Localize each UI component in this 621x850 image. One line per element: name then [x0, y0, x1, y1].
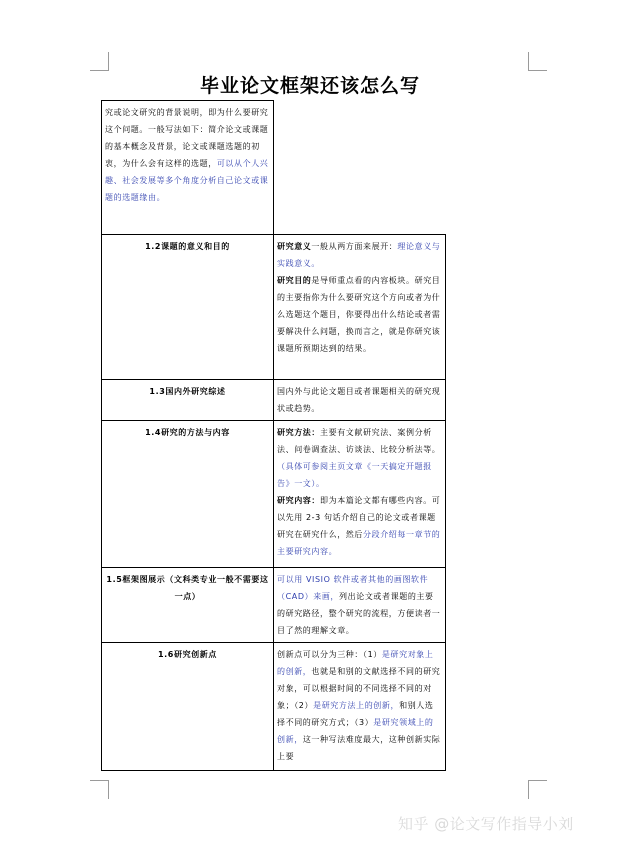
section-content — [274, 380, 446, 421]
body-text: 主要有文献研究法、案例分析法、问卷调查法、访谈法、比较分析法等。 — [277, 428, 441, 454]
page-title: 毕业论文框架还该怎么写 — [199, 75, 420, 97]
emphasis-text: 研究方法： — [277, 428, 320, 437]
emphasis-text: 研究内容： — [277, 496, 320, 505]
empty-cell — [274, 101, 446, 235]
body-text: 国内外与此论文题目或者课题相关的研究现状或趋势。 — [277, 387, 441, 413]
highlight-text: （具体可参阅主页文章《一天搞定开题报告》一文）。 — [277, 462, 432, 488]
body-text: 这一种写法难度最大，这种创新实际上要 — [277, 735, 441, 761]
margin-corner-top-right — [528, 52, 547, 71]
emphasis-text: 研究目的 — [277, 276, 312, 285]
table-row — [102, 568, 446, 643]
body-text: 即为本篇论文都有哪些内容。可以先用 2-3 句话介绍自己的论文或者课题研究在研究什么，然后 — [277, 496, 441, 539]
highlight-text: 是研究方法上的创新， — [313, 701, 400, 710]
table-row — [102, 235, 446, 380]
highlight-text: 可以用 VISIO 软件或者其他的画图软件（CAD）来画， — [277, 575, 429, 601]
margin-corner-top-left — [90, 52, 109, 71]
body-text: 列出论文或者课题的主要的研究路径，整个研究的流程，方便读者一目了然的理解文章。 — [277, 592, 441, 635]
background-text-cell — [102, 101, 274, 235]
section-label: 1.5框架图展示（文科类专业一般不需要这一点） — [102, 568, 274, 643]
table-row — [102, 380, 446, 421]
body-text: 创新点可以分为三种：（1） — [277, 650, 382, 659]
body-text: 一般从两方面来展开： — [311, 242, 398, 251]
emphasis-text: 研究意义 — [277, 242, 312, 251]
section-content — [274, 643, 446, 771]
table-row — [102, 101, 446, 235]
highlight-text: 是研究领域上的创新， — [277, 718, 434, 744]
section-content — [274, 235, 446, 380]
outline-table — [101, 100, 446, 771]
section-label: 1.3国内外研究综述 — [102, 380, 274, 421]
margin-corner-bottom-left — [90, 780, 109, 799]
background-text-highlight: 可以从个人兴趣、社会发展等多个角度分析自己论文或课题的选题缘由。 — [105, 159, 269, 202]
background-text: 究或论文研究的背景说明，即为什么要研究这个问题。一般写法如下：简介论文或课题的基本概念及背景，论文或课题选题的初衷，为什么会有这样的选题， — [105, 108, 269, 168]
table-row — [102, 421, 446, 568]
section-content — [274, 568, 446, 643]
margin-corner-bottom-right — [528, 780, 547, 799]
section-label: 1.2课题的意义和目的 — [102, 235, 274, 380]
highlight-text: 理论意义与实践意义。 — [277, 242, 441, 268]
watermark: 知乎 @论文写作指导小刘 — [398, 815, 574, 833]
body-text: 和别人选择不同的研究方式；（3） — [277, 701, 434, 727]
section-label: 1.6研究创新点 — [102, 643, 274, 771]
body-text: 是导师重点看的内容板块。研究目的主要指你为什么要研究这个方向或者为什么选题这个题目，你要得出什么结论或者需要解决什么问题，换而言之，就是你研究该课题所预期达到的结果。 — [277, 276, 441, 353]
body-text: 也就是和别的文献选择不同的研究对象，可以根据时间的不同选择不同的对象；（2） — [277, 667, 441, 710]
table-row — [102, 643, 446, 771]
highlight-text: 分段介绍每一章节的主要研究内容。 — [277, 530, 441, 556]
highlight-text: 是研究对象上的创新， — [277, 650, 434, 676]
section-label: 1.4研究的方法与内容 — [102, 421, 274, 568]
section-content — [274, 421, 446, 568]
